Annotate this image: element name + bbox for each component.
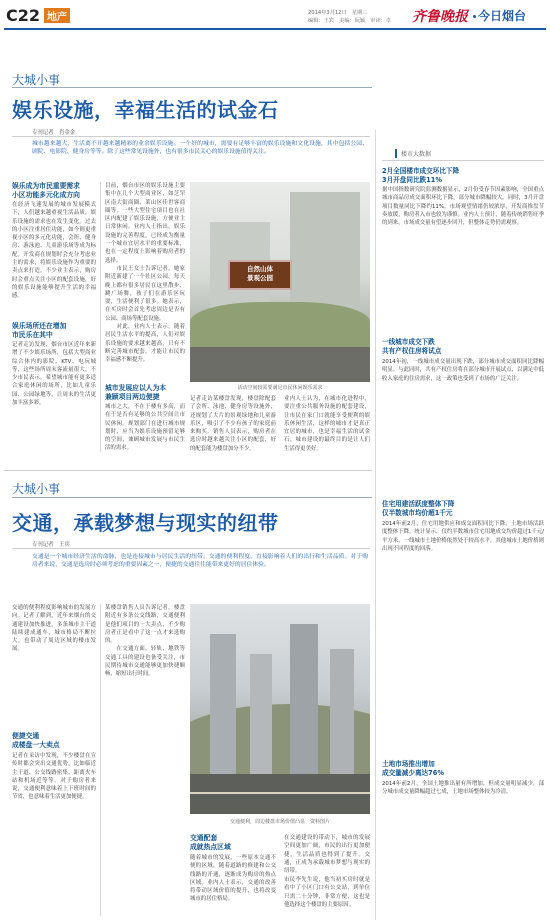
park-photo xyxy=(190,182,370,382)
sidebar-label: 楼市大数据 xyxy=(395,149,435,158)
dot-icon xyxy=(473,15,476,18)
park-sign-text: 自然山体 景观公园 xyxy=(247,265,273,282)
sidebar-s4-text: 2014年前2月，全国土地推出量有所增加，但成交量明显减少，部分城市成交量降幅超过七成，土地市场整体较为冷清。 xyxy=(382,781,544,796)
story-separator xyxy=(4,470,372,471)
tower-shape xyxy=(290,624,318,774)
story1-col2-b: 城市之大，不在于楼有多高，而在于是否有足够的公共空间让市民休闲。规划部门在进行城市规划时，应当为娱乐设施预留足够的空间，兼顾城市发展与市民生活的需求。 xyxy=(105,404,185,452)
sidebar-s4-title: 土地市场推出增加 成交量减少离达76% xyxy=(382,760,444,777)
city-photo xyxy=(190,604,370,814)
byline-rule xyxy=(12,136,370,137)
story2-col1-b: 记者在采访中发现，不少楼盘在宣传时都会突出交通优势，比如临近主干道、公交线路密集、距离火车站和机场近等等。对于购房者来说，交通便利意味着上下班时间的节省，也意味着生活更加便捷。 xyxy=(12,753,96,801)
story2-col2: 某楼盘销售人员告诉记者，楼盘附近有多条公交线路，交通便利是他们项目的一大卖点，不少购房者正是看中了这一点才来选购的。 在交通方面，轻轨、地铁等交通工具的建设也备受关注，市民期待城市交通能够更加快捷顺畅，缩短出行时间。 xyxy=(105,605,185,678)
sidebar-s2-text: 2014年初，一线城市成交量出现下跌，部分城市成交面积同比降幅明显。与此同时，共有产权住房将在部分城市开展试点，以满足中低收入家庭的住房需求，这一政策也受到了市场的广泛关注。 xyxy=(382,359,544,382)
section-tag: 地产 xyxy=(44,8,70,23)
road-shape xyxy=(190,774,370,814)
story1-col1-a: 在经济飞速发展的城市发展模式下，人们越来越重视生活品质，娱乐设施的需求也在发生变化。过去的小区注重居住功能，如今则更重视小区的多元化功能，会所、健身房、游泳池、儿童游乐场等成为标配。开发商在规划时会充分考虑业主的需求，将娱乐设施作为重要的卖点来打造。不少业主表示，购房时会重点关注小区的配套设施，好的娱乐设施能够提升生活的幸福感。 xyxy=(12,202,96,300)
story2-col3-b: 市民李先生说，他当初买房时就是看中了小区门口有公交站，到单位只需二十分钟，非常方便，这也是他选择这个楼盘的主要原因。 xyxy=(284,877,370,908)
photo2-caption: 交通便利，周边楼盘市场价值凸显 资料图片 xyxy=(229,819,330,825)
sidebar-s3-title: 住宅用建活跃度整体下降 仅半数城市均价超1千元 xyxy=(382,500,455,517)
story1-sub1: 娱乐成为市民重要需求 小区功能多元化成方向 xyxy=(12,182,80,199)
story1-col4: 业内人士认为，在城市化进程中，要注重公共服务设施的配套建设，让市民在家门口就能享受便利的娱乐休闲生活，这样的城市才是真正宜居的城市，也是幸福生活的试金石。城市建设的最终目的是让人们生活得更美好。 xyxy=(284,396,370,452)
header-rule xyxy=(4,28,546,30)
story1-byline: 专刊记者 肖金金 xyxy=(32,130,76,136)
sidebar-divider xyxy=(375,130,376,920)
story1-lead: 城市越来越大，生活离不开越来越精彩的业余娱乐设施。一个好的城市，需要有足够丰富的娱乐设施和文化设施，其中包括公园、剧院、电影院、健身房等等。除了这些常见设施外，也有很多市民关心的娱乐设施值得关注。 xyxy=(32,141,368,156)
kicker-rule xyxy=(12,87,372,88)
story1-kicker: 大城小事 xyxy=(12,73,61,87)
col-divider xyxy=(100,182,101,452)
story2-col3: 随着城市的发展，一些原本交通不便的区域，随着道路的修建和公交线路的开通，逐渐成为购房的热点区域。业内人士表示，交通的改善将带动区域价值的提升，也将改变城市的居住格局。 xyxy=(190,855,276,903)
date-line: 2014年3月12日 星期三 xyxy=(308,10,368,16)
story2-col1-a: 交通的便利程度影响城市的发展方向。记者了解到，近年来烟台的交通建设加快推进，多条城市主干道陆续建成通车，城市格局不断拉大，也带动了周边区域的楼市发展。 xyxy=(12,605,96,653)
photo1-caption: 活动空间较需要满足市民休闲娱乐需求 xyxy=(237,385,323,391)
sidebar-s1-title: 2月全国楼市成交环比下降 3月开盘同比跌11% xyxy=(382,167,460,184)
story2-col3-sub: 交通配套 成就热点区域 xyxy=(190,834,231,851)
editors-line: 编辑：王宾 美编：阮颖 审读：卓 xyxy=(308,18,392,24)
sidebar-s3-text: 2014年前2月，住宅用地供应和成交面积同比下降，土地市场活跃度整体下降。统计显示，仅约半数城市住宅用地成交均价超过1千元/平方米，一线城市土地价格依然处于较高水平，其他城市土地价格则出现不同程度的回落。 xyxy=(382,521,544,552)
tower-shape xyxy=(330,649,354,774)
tree-shape xyxy=(190,302,370,352)
story2-byline: 专刊记者 王宾 xyxy=(32,542,70,548)
ground-shape xyxy=(190,347,370,382)
story2-headline: 交通，承载梦想与现实的纽带 xyxy=(12,511,279,535)
sidebar-s1-text: 据中国指数研究院监测数据显示，2月份受春节因素影响，全国重点城市商品房成交面积环比下降，部分城市降幅较大。同时，3月开盘项目数量同比下降约11%，市场观望情绪仍较浓厚，开发商推盘节奏放缓，购房者入市也较为谨慎。业内人士预计，随着传统销售旺季的到来，市场成交量有望逐步回升，但整体走势仍需观察。 xyxy=(382,187,544,227)
story1-col3: 记者走访某楼盘发现，楼盘除配套了会所、泳池、健身房等设施外，还规划了大片的景观绿地和儿童游乐区，吸引了不少有孩子的家庭前来购买。销售人员表示，购房者在选房时越来越关注小区的配套，好的配套能为楼盘加分不少。 xyxy=(190,396,276,452)
story1-headline: 娱乐设施，幸福生活的试金石 xyxy=(12,98,279,122)
page-number: C22 xyxy=(6,6,41,25)
tower-shape xyxy=(250,654,272,774)
sidebar-rule xyxy=(382,160,544,161)
edition-name: 今日烟台 xyxy=(478,9,527,23)
story2-kicker: 大城小事 xyxy=(12,482,61,496)
sidebar-s2-title: 一线城市成交下跌 共有产权住房将试点 xyxy=(382,338,442,355)
kicker-rule-2 xyxy=(12,497,372,498)
story1-col1-b: 记者走访发现，烟台市区近年来新增了不少娱乐场所，包括大型商业综合体内的影院、KTV、电玩城等，这些场所周末客流量很大。不少市民表示，希望城市能有更多适合家庭休闲的场所，比如儿童乐园、公园绿地等，让周末的生活更加丰富多彩。 xyxy=(12,342,96,407)
story2-col4: 在交通建设的带动下，城市的发展空间更加广阔，市民的出行更加便捷，生活品质也得到了提升。交通，正成为承载城市梦想与现实的纽带。 xyxy=(284,835,370,874)
tower-shape xyxy=(210,634,236,774)
byline-rule-2 xyxy=(12,548,370,549)
paper-name-logo: 齐鲁晚报 xyxy=(412,9,468,25)
story2-lead: 交通是一个城市经济生活的命脉，也是连接城市与居民生活的纽带。交通的便利程度，直接影响着人们的出行和生活品质。对于购房者来说，交通是选房时必须考虑的重要因素之一，便捷的交通往往能带来更好的居住体验。 xyxy=(32,554,368,569)
story2-sub1: 便捷交通 成楼盘一大卖点 xyxy=(12,732,60,749)
story1-sub2: 娱乐场所还在增加 市民乐在其中 xyxy=(12,322,67,339)
road-line-shape xyxy=(190,792,370,794)
story1-sub3: 城市发展应以人为本 兼顾项目两边便捷 xyxy=(105,384,167,401)
story1-col2: 目前，烟台市区的娱乐设施主要集中在几个大型商业区，如芝罘区南大街商圈、莱山区佳世客商圈等。一些大型住宅项目也在社区内配建了娱乐设施，方便业主日常休闲。业内人士指出，娱乐设施的完善程度，已经成为衡量一个城市宜居水平的重要标准，也在一定程度上影响着购房者的选择。 市民王女士告诉记者，她家附近新建了一个社区公园，每天晚上都有很多居民在这里散步、跳广场舞，孩子们在游乐区玩耍，生活便利了很多。她表示，在买房时会首先考虑周边是否有公园、商场等配套设施。 对此，业内人士表示，随着居民生活水平的提高，人们对娱乐设施的要求越来越高，只有不断完善城市配套，才能让市民的幸福感不断提升。 xyxy=(105,183,185,364)
col-divider-2 xyxy=(100,604,101,916)
park-sign xyxy=(228,260,292,290)
